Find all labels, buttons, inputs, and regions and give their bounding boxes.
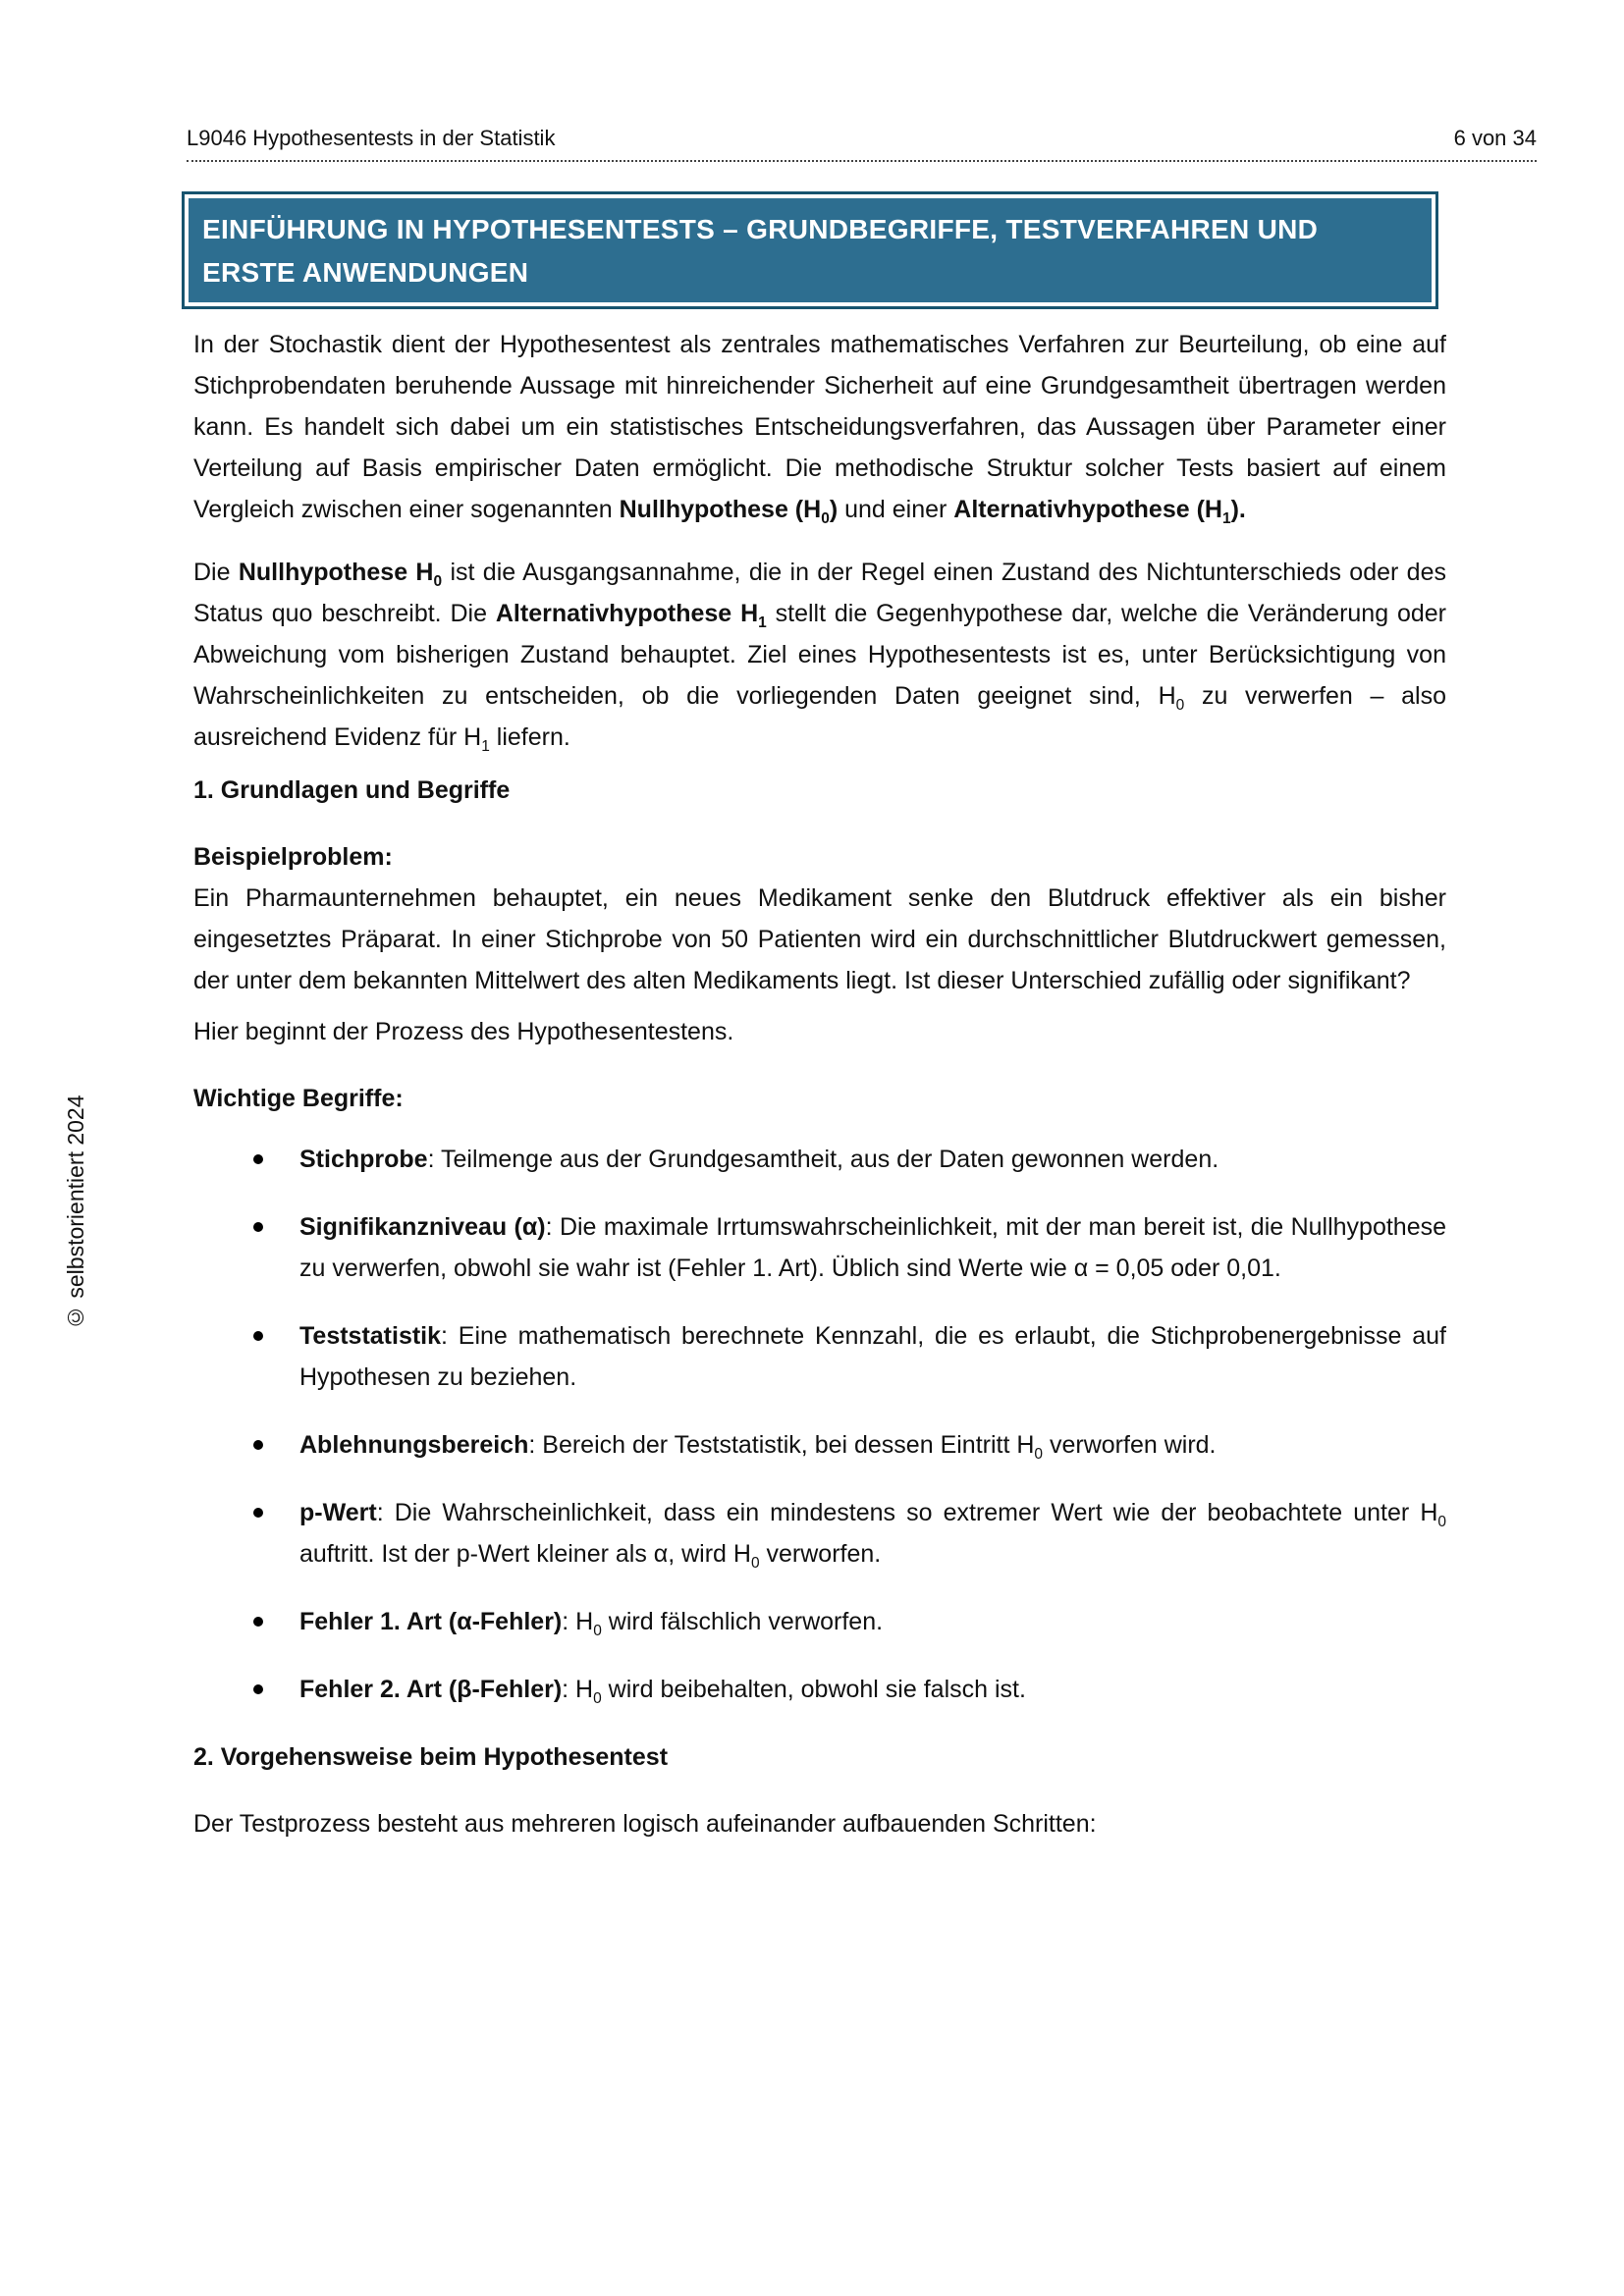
title-line-1: EINFÜHRUNG IN HYPOTHESENTESTS – GRUNDBEGRIFFE, TESTVERFAHREN UND <box>202 214 1319 244</box>
definitions-paragraph: Die Nullhypothese $H_0$ ist die Ausgangsannahme, die in der Regel einen Zustand des Nichtunterschieds oder des Status quo beschreibt. Die Alternativhypothese $H_1$ stellt die Gegenhypothese dar, welche die Veränderung oder Abweichung vom bisherigen Zustand behauptet. Ziel eines Hypothesentests ist es, unter Berücksichtigung von Wahrscheinlichkeiten zu entscheiden, ob die vorliegenden Daten geeignet sind, $H_0$ zu verwerfen – also ausreichend Evidenz für $H_1$ liefern. <box>193 559 1447 755</box>
term-item-p-wert <box>193 1492 1446 1575</box>
process-intro-paragraph: Hier beginnt der Prozess des Hypothesentestens. <box>193 1018 734 1045</box>
title-banner <box>182 191 1438 309</box>
header-page-number: 6 von 34 <box>1453 126 1537 150</box>
bullet-icon <box>253 1617 263 1627</box>
term-item-stichprobe <box>193 1139 1446 1180</box>
page-header <box>187 126 1537 162</box>
closing-paragraph: Der Testprozess besteht aus mehreren logisch aufeinander aufbauenden Schritten: <box>193 1810 1097 1838</box>
term-text: Ablehnungsbereich: Bereich der Teststatistik, bei dessen Eintritt $H_0$ verworfen wird. <box>299 1431 1217 1463</box>
bullet-icon <box>253 1154 263 1164</box>
term-item-fehler-2-art <box>193 1669 1446 1710</box>
bullet-icon <box>253 1222 263 1232</box>
bullet-icon <box>253 1331 263 1341</box>
document-body <box>193 324 1446 1844</box>
bullet-icon <box>253 1684 263 1694</box>
term-text: Fehler 2. Art (β-Fehler): $H_0$ wird beibehalten, obwohl sie falsch ist. <box>299 1676 1026 1707</box>
copyright-vertical-label: © selbstorientiert 2024 <box>63 1095 88 1330</box>
bullet-icon <box>253 1440 263 1450</box>
term-item-fehler-1-art <box>193 1601 1446 1642</box>
term-text: Teststatistik: Eine mathematisch berechnete Kennzahl, die es erlaubt, die Stichprobenergebnisse auf Hypothesen zu beziehen. <box>299 1322 1446 1391</box>
example-heading: Beispielproblem: <box>193 843 393 871</box>
title-banner-text <box>189 198 1432 302</box>
section-2-heading: 2. Vorgehensweise beim Hypothesentest <box>193 1743 669 1771</box>
term-item-signifikanzniveau <box>193 1206 1446 1289</box>
terms-heading: Wichtige Begriffe: <box>193 1085 404 1112</box>
term-item-ablehnungsbereich <box>193 1424 1446 1466</box>
term-text: Signifikanzniveau (α): Die maximale Irrtumswahrscheinlichkeit, mit der man bereit ist, die Nullhypothese zu verwerfen, obwohl sie wahr ist (Fehler 1. Art). Üblich sind Werte wie α = 0,05 oder 0,01. <box>299 1213 1447 1282</box>
terms-list <box>193 1139 1446 1710</box>
term-text: Fehler 1. Art (α-Fehler): $H_0$ wird fälschlich verworfen. <box>299 1608 884 1639</box>
section-1-heading: 1. Grundlagen und Begriffe <box>193 776 511 804</box>
header-doc-title: L9046 Hypothesentests in der Statistik <box>187 126 556 150</box>
term-item-teststatistik <box>193 1315 1446 1398</box>
title-line-2: ERSTE ANWENDUNGEN <box>202 257 529 288</box>
term-text: p-Wert: Die Wahrscheinlichkeit, dass ein mindestens so extremer Wert wie der beobachtete unter $H_0$ auftritt. Ist der p-Wert kleiner als α, wird $H_0$ verworfen. <box>299 1499 1446 1572</box>
bullet-icon <box>253 1508 263 1518</box>
term-text: Stichprobe: Teilmenge aus der Grundgesamtheit, aus der Daten gewonnen werden. <box>299 1146 1219 1173</box>
example-paragraph: Ein Pharmaunternehmen behauptet, ein neues Medikament senke den Blutdruck effektiver als ein bisher eingesetztes Präparat. In einer Stichprobe von 50 Patienten wird ein durchschnittlicher Blutdruckwert gemessen, der unter dem bekannten Mittelwert des alten Medikaments liegt. Ist dieser Unterschied zufällig oder signifikant? <box>193 884 1446 994</box>
intro-paragraph: In der Stochastik dient der Hypothesentest als zentrales mathematisches Verfahren zur Beurteilung, ob eine auf Stichprobendaten beruhende Aussage mit hinreichender Sicherheit auf eine Grundgesamtheit übertragen werden kann. Es handelt sich dabei um ein statistisches Entscheidungsverfahren, das Aussagen über Parameter einer Verteilung auf Basis empirischer Daten ermöglicht. Die methodische Struktur solcher Tests basiert auf einem Vergleich zwischen einer sogenannten Nullhypothese $(H_0)$ und einer Alternativhypothese $(H_1)$. <box>193 331 1446 527</box>
